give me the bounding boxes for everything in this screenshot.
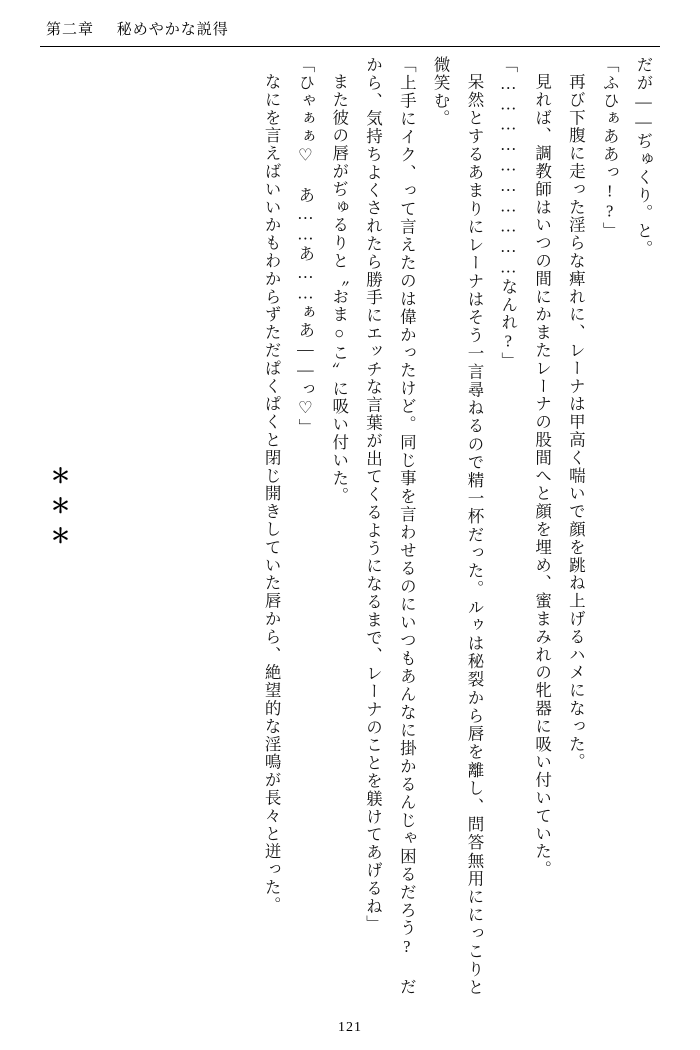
chapter-number: 第二章 [46, 22, 95, 38]
paragraph: なにを言えばいいかもわからずただぱくぱくと閉じ開きしていた唇から、絶望的な淫鳴が長々と迸った。 [262, 72, 282, 914]
paragraph: 「…………………………なんれ?」 [498, 56, 518, 370]
header-divider [40, 46, 660, 47]
body-text-area [40, 56, 660, 994]
page-header [46, 18, 654, 48]
paragraph: 見れば、調教師はいつの間にかまたレーナの股間へと顔を埋め、蜜まみれの牝器に吸い付いていた。 [532, 72, 552, 878]
paragraph: 再び下腹に走った淫らな痺れに、レーナは甲高く喘いで顔を跳ね上げるハメになった。 [566, 72, 586, 771]
vertical-text-block [254, 56, 660, 996]
page-number: 121 [338, 1020, 362, 1035]
scene-break: ＊＊＊ [47, 465, 69, 555]
paragraph: 「ふひぁああっ!?」 [600, 56, 620, 240]
paragraph: だが――ぢゅくり。と。 [634, 56, 653, 258]
paragraph: 「ひゃぁぁ♡ あ……あ……ぁあ――っ♡」 [295, 56, 315, 437]
paragraph: また彼の唇がぢゅるりと〝おま○こ〟に吸い付いた。 [329, 72, 349, 505]
paragraph: 「上手にイク、って言えたのは偉かったけど。同じ事を言わせるのにいつもあんなに掛かるんじゃ困るだろう? だから、気持ちよくされたら勝手にエッチな言葉が出てくるようになるまで、レーナのことを躾けてあげるね」 [363, 56, 417, 996]
chapter-title: 秘めやかな説得 [116, 22, 229, 38]
paragraph: 呆然とするあまりにレーナはそう一言尋ねるので精一杯だった。ルゥは秘裂から唇を離し、問答無用ににっこりと微笑む。 [431, 56, 484, 996]
